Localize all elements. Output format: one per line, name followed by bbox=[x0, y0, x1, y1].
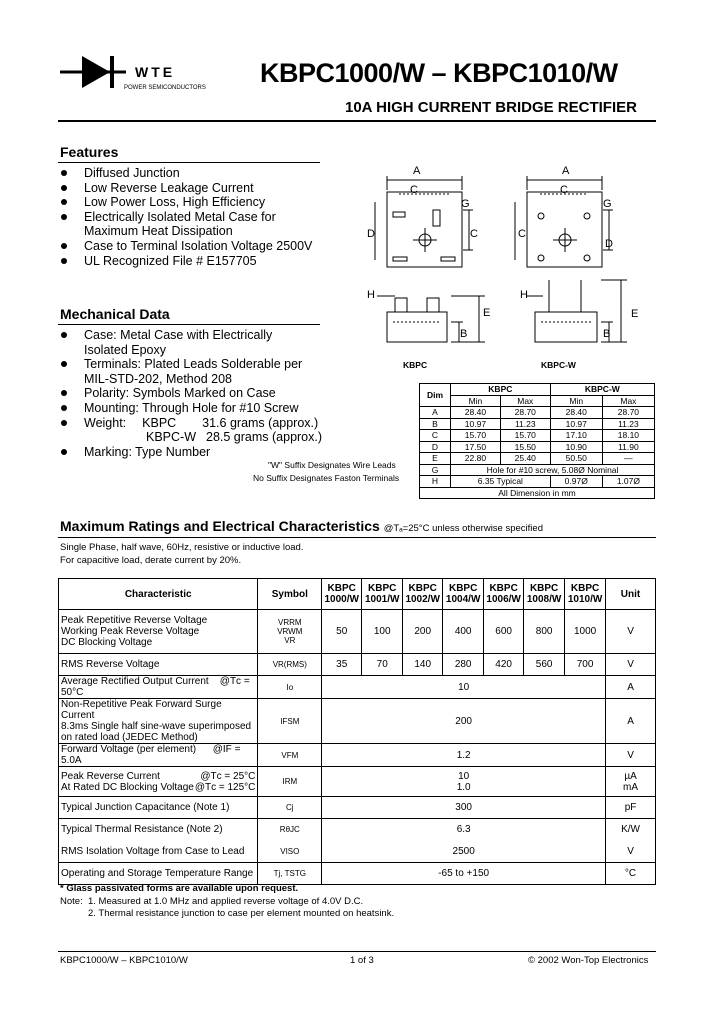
dim-label-c2: C bbox=[470, 228, 478, 240]
mech-item: Mounting: Through Hole for #10 Screw bbox=[60, 401, 360, 416]
mech-item: Weight: KBPC 31.6 grams (approx.) KBPC-W 28.5 grams (approx.) bbox=[60, 416, 360, 445]
mech-item: Polarity: Symbols Marked on Case bbox=[60, 386, 360, 401]
suffix-note-w: "W" Suffix Designates Wire Leads bbox=[268, 460, 396, 470]
features-list bbox=[60, 166, 360, 268]
mechanical-rule bbox=[58, 324, 320, 325]
page-title: KBPC1000/W – KBPC1010/W bbox=[260, 58, 618, 88]
table-row: RMS Isolation Voltage from Case to Lead VISO 2500 V bbox=[59, 841, 656, 863]
col-characteristic: Characteristic bbox=[59, 579, 258, 610]
brand-name: WTE bbox=[135, 64, 176, 80]
footer-copyright: © 2002 Won-Top Electronics bbox=[528, 955, 649, 966]
table-row: G Hole for #10 screw, 5.08Ø Nominal bbox=[420, 464, 655, 476]
dim-label-c: C bbox=[410, 184, 418, 196]
page-subtitle: 10A HIGH CURRENT BRIDGE RECTIFIER bbox=[345, 99, 637, 116]
dimension-table bbox=[419, 383, 655, 499]
table-row: D 17.50 15.50 10.90 11.90 bbox=[420, 441, 655, 453]
table-row: Operating and Storage Temperature Range Tj, TSTG -65 to +150 °C bbox=[59, 863, 656, 885]
table-row: RMS Reverse Voltage VR(RMS) 35 70 140 280 420 560 700 V bbox=[59, 654, 656, 676]
kbpcw-header: KBPC-W bbox=[550, 384, 654, 396]
feature-item: Low Power Loss, High Efficiency bbox=[60, 195, 360, 210]
col-unit: Unit bbox=[606, 579, 656, 610]
footer-rule bbox=[58, 951, 656, 952]
note-label: Note: bbox=[60, 896, 83, 907]
dim-label-c-w: C bbox=[560, 184, 568, 196]
max-header: Max bbox=[500, 395, 550, 407]
glass-note: * Glass passivated forms are available upon request. bbox=[60, 883, 299, 894]
mech-item: Terminals: Plated Leads Solderable per MIL-STD-202, Method 208 bbox=[60, 357, 360, 386]
table-row: Typical Thermal Resistance (Note 2) RθJC 6.3 K/W bbox=[59, 819, 656, 841]
dim-label-g-w: G bbox=[603, 198, 612, 210]
min-header: Min bbox=[550, 395, 602, 407]
footer-left: KBPC1000/W – KBPC1010/W bbox=[60, 955, 188, 966]
ratings-heading: Maximum Ratings and Electrical Characteristics @Tₐ=25°C unless otherwise specified bbox=[60, 518, 543, 534]
package-outline-diagram bbox=[355, 162, 655, 372]
table-row: Forward Voltage (per element) @IF = 5.0A VFM 1.2 V bbox=[59, 744, 656, 767]
dim-label-e-w: E bbox=[631, 308, 639, 320]
features-rule bbox=[58, 162, 320, 163]
dim-label-d-w: D bbox=[605, 238, 613, 250]
table-row: B 10.97 11.23 10.97 11.23 bbox=[420, 418, 655, 430]
col-part: KBPC 1010/W bbox=[565, 579, 606, 610]
diode-logo-icon bbox=[58, 52, 128, 92]
min-header: Min bbox=[451, 395, 501, 407]
footer-page: 1 of 3 bbox=[350, 955, 374, 966]
dim-label-d: D bbox=[367, 228, 375, 240]
col-part: KBPC 1006/W bbox=[484, 579, 524, 610]
company-logo bbox=[58, 52, 213, 98]
dim-label-e: E bbox=[483, 307, 491, 319]
dim-label-b-w: B bbox=[603, 328, 611, 340]
mechanical-list bbox=[60, 328, 360, 459]
table-row: All Dimension in mm bbox=[420, 487, 655, 499]
ratings-line1: Single Phase, half wave, 60Hz, resistive or inductive load. bbox=[60, 542, 304, 553]
max-header: Max bbox=[602, 395, 654, 407]
table-row: E 22.80 25.40 50.50 — bbox=[420, 453, 655, 465]
features-heading: Features bbox=[60, 144, 119, 160]
mechanical-heading: Mechanical Data bbox=[60, 306, 170, 322]
suffix-note-faston: No Suffix Designates Faston Terminals bbox=[253, 473, 400, 483]
ratings-condition: @Tₐ=25°C unless otherwise specified bbox=[383, 523, 543, 534]
table-row: Peak Repetitive Reverse Voltage Working Peak Reverse Voltage DC Blocking Voltage VRRM VRWM VR 50 100 200 400 600 800 1000 V bbox=[59, 610, 656, 654]
dim-label-c-w2: C bbox=[518, 228, 526, 240]
ratings-table bbox=[58, 578, 656, 885]
kbpc-header: KBPC bbox=[451, 384, 551, 396]
ratings-rule bbox=[58, 537, 656, 538]
col-part: KBPC 1004/W bbox=[443, 579, 484, 610]
dim-label-h-w: H bbox=[520, 289, 528, 301]
note-2: 2. Thermal resistance junction to case per element mounted on heatsink. bbox=[88, 908, 395, 919]
dim-label-a-w: A bbox=[562, 165, 570, 177]
mech-item: Marking: Type Number bbox=[60, 445, 360, 460]
table-row: Non-Repetitive Peak Forward Surge Current 8.3ms Single half sine-wave superimposed on rated load (JEDEC Method) IFSM 200 A bbox=[59, 699, 656, 744]
mech-item: Case: Metal Case with Electrically Isolated Epoxy bbox=[60, 328, 360, 357]
table-row: Typical Junction Capacitance (Note 1) Cj 300 pF bbox=[59, 797, 656, 819]
col-symbol: Symbol bbox=[258, 579, 322, 610]
dim-label-b: B bbox=[460, 328, 468, 340]
package-label-kbpc: KBPC bbox=[403, 360, 428, 370]
feature-item: Diffused Junction bbox=[60, 166, 360, 181]
table-row: Peak Reverse Current @Tᴄ = 25°C At Rated DC Blocking Voltage @Tᴄ = 125°C IRM 10 1.0 µA mA bbox=[59, 767, 656, 797]
col-part: KBPC 1002/W bbox=[403, 579, 443, 610]
brand-subtitle: POWER SEMICONDUCTORS bbox=[124, 85, 206, 91]
package-label-kbpcw: KBPC-W bbox=[541, 360, 576, 370]
table-row: C 15.70 15.70 17.10 18.10 bbox=[420, 430, 655, 442]
ratings-line2: For capacitive load, derate current by 20%. bbox=[60, 555, 242, 566]
dim-label-g: G bbox=[461, 198, 470, 210]
col-part: KBPC 1000/W bbox=[322, 579, 362, 610]
feature-item: Electrically Isolated Metal Case for Maximum Heat Dissipation bbox=[60, 210, 360, 239]
dim-label-a: A bbox=[413, 165, 421, 177]
note-1: 1. Measured at 1.0 MHz and applied reverse voltage of 4.0V D.C. bbox=[88, 896, 364, 907]
feature-item: UL Recognized File # E157705 bbox=[60, 254, 360, 269]
table-row: H 6.35 Typical 0.97Ø 1.07Ø bbox=[420, 476, 655, 488]
col-part: KBPC 1008/W bbox=[524, 579, 565, 610]
header-divider bbox=[58, 120, 656, 122]
table-row: Average Rectified Output Current @Tᴄ = 50°C Io 10 A bbox=[59, 676, 656, 699]
dim-header: Dim bbox=[420, 384, 451, 407]
feature-item: Low Reverse Leakage Current bbox=[60, 181, 360, 196]
dim-label-h: H bbox=[367, 289, 375, 301]
table-row: A 28.40 28.70 28.40 28.70 bbox=[420, 407, 655, 419]
feature-item: Case to Terminal Isolation Voltage 2500V bbox=[60, 239, 360, 254]
col-part: KBPC 1001/W bbox=[362, 579, 403, 610]
